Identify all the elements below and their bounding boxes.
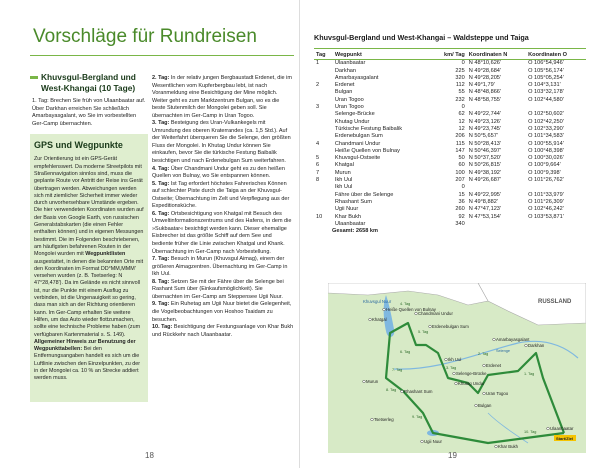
cell-koord-o: O 101°26,762' [528,177,564,184]
cell-tag: 3 [316,104,320,111]
cell-koord-o: O 102°33,290' [528,125,564,132]
cell-koord-o [526,184,586,191]
cell-koord-n: N 49°23,745' [468,125,501,132]
cell-tag [314,192,333,199]
cell-km: 100 [455,169,465,176]
map-place-label: Heiße Quellen von Bulnay [386,307,436,312]
map-place-dot [445,358,448,361]
day-label: 6. Tag: [152,210,170,217]
cell-koord-o: O 105°56,174' [528,67,564,74]
map-day-label: 3. Tag [446,366,457,370]
itinerary-day-paragraph: 2. Tag: In der relativ jungen Bergbaustadt Erdenet, die im Wesentlichen vom Kupferbergbau lebt, ist nach Voranmeldung eine Besichtigung der Mine möglich. Weiter geht es zum Marktzentrum Bulgan, wo es die beste Stutenmilch der Mongolei geben soll. Sie übernachten im Ger-Camp in Uran Togoo. [152,75,292,119]
cell-koord-n: N 50°26,815' [468,162,501,169]
cell-wegpunkt: Erdenet [334,82,355,89]
cell-koord-n: N 50°28,413' [468,140,501,147]
heading-bar-icon [30,76,38,79]
cell-koord-n: N 48°58,755' [468,96,501,103]
cell-km: 340 [455,220,465,227]
cell-wegpunkt: Heiße Quellen von Bulnay [334,147,400,154]
cell-koord-o: O 100°30,026' [528,155,564,162]
itinerary-text [152,75,294,339]
map-place-dot [415,312,418,315]
table-top-rule [314,48,586,49]
table-row [314,192,586,199]
cell-koord-o: O 106°54,946' [528,60,564,67]
cell-km: 36 [458,198,465,205]
cell-km: 0 [461,60,465,67]
gps-paragraph-1: Zur Orientierung ist ein GPS-Gerät empfehlenswert. Da moderne Streetpilots mit Straßennavigation sinnlos sind, muss die geplante Route vor Antritt der Reise ins Gerät übertragen werden. Abweichungen werden sich mit ziemlicher Sicherheit immer wieder durch unvorhersehbare Umstände ergeben. Die hier verwendeten Koordinaten wurden auf der Basis von Google Earth, von russischen Generalstabskarten (die einen Fehler enthalten können) und in eigenen Messungen bestimmt. [34,156,144,243]
day-label: 4. Tag: [152,165,170,172]
cell-km: 207 [455,177,465,184]
cell-wegpunkt: Chandmani Undur [334,140,381,147]
map-place-dot [363,380,366,383]
cell-wegpunkt: Ulaanbaatar [334,60,366,67]
map-day-label: 6. Tag [400,350,411,354]
cell-koord-n: N 49°26,687' [468,177,501,184]
sidebar-heading [30,72,148,94]
map-lake-label: Khuvsgul Nuur [363,299,392,304]
cell-tag: 5 [316,155,320,162]
table-header-row [314,52,586,60]
cell-koord-o: O 100°9,398' [528,169,561,176]
map-place-dot [429,325,432,328]
map-day-label: 8. Tag [386,388,397,392]
cell-tag [314,199,333,206]
day-label: 7. Tag: [152,256,170,263]
title-rule [30,55,294,56]
cell-koord-n: N 48°48,866' [468,89,501,96]
itinerary-day-paragraph: 9. Tag: Ein Ruhetag am Ugii Nuur bietet die Gelegenheit, die Vogelbeobachtungen von Hoshoo Tsaidam zu besuchen. [152,301,292,323]
itinerary-day-paragraph: 4. Tag: Über Chandmani Undur geht es zu den heißen Quellen von Bulnay, wo Sie entspannen können. [152,165,285,180]
cell-km: 55 [458,89,465,96]
map-place-label: Murun [366,379,379,384]
map-place-dot [475,404,478,407]
tour-sidebar [30,72,148,454]
cell-koord-o [526,221,586,228]
cell-koord-o: O 101°26,309' [528,198,564,205]
table-row [314,214,586,221]
col-koord-n: Koordinaten N [467,52,526,60]
cell-km: 232 [455,96,465,103]
cell-km: 260 [455,206,465,213]
cell-tag [314,89,333,96]
day-label: 9. Tag: [152,301,170,308]
cell-tag [314,97,333,104]
cell-koord-n: N 50°37,520' [468,155,501,162]
cell-tag: 7 [316,169,320,176]
table-row [314,133,586,140]
table-row [314,199,586,206]
cell-km: 12 [458,125,465,132]
gps-paragraph-2-bold: Wegpunktlisten [85,251,126,258]
cell-km: 320 [455,74,465,81]
map-place-label: Chandmani Undur [418,311,453,316]
cell-koord-o: O 101°33,979' [528,191,564,198]
cell-tag [314,111,333,118]
cell-koord-n [467,184,526,191]
table-row [314,155,586,162]
itinerary-day-paragraph: 7. Tag: Besuch in Murun (Khuvsgul Aimag), einem der größeren Aimagzentren. Übernachtung im Ger-Camp in Ikh Uul. [152,256,288,278]
route-map [328,283,586,453]
table-row [314,177,586,184]
cell-km: 0 [461,104,465,111]
map-country-label: RUSSLAND [538,299,572,305]
cell-tag [314,119,333,126]
cell-koord-o: O 100°55,914' [528,140,564,147]
map-place-dot [493,338,496,341]
itinerary-day-paragraph: 3. Tag: Besteigung des Uran-Vulkankegels mit Umrundung des oberen Kraterrandes (ca. 1,5 Std.). Auf der Weiterfahrt überqueren Sie die Selenge, den größten Fluss der Mongolei. In Khutag Undur können Sie einkaufen, bevor Sie die türkische Festung Baibalik besichtigen und nach Erdenebulgan Sum weiterfahren. [152,120,291,165]
col-km: km/ Tag [432,52,467,60]
map-place-label: Ugii Nuur [424,439,442,444]
cell-tag [314,206,333,213]
map-day-label: 10. Tag [524,430,537,434]
total-distance: Gesamt: 2658 km [332,228,379,235]
map-place-dot [547,427,550,430]
cell-koord-n: N 48°10,626' [468,60,501,67]
cell-tag [314,68,333,75]
table-row [314,97,586,104]
cell-koord-n: N 49°1,79' [468,82,495,89]
cell-km: 62 [458,111,465,118]
map-place-label: Darkhan [528,343,545,348]
cell-wegpunkt: Khutag Undur [334,118,370,125]
cell-wegpunkt: Ikh Uul [334,177,353,184]
map-place-label: Erdenet [486,363,502,368]
cell-wegpunkt: Uran Togoo [334,104,364,111]
cell-koord-o: O 102°46,242' [528,206,564,213]
table-row [314,111,586,118]
cell-koord-o: O 101°34,583' [528,133,564,140]
table-row [314,68,586,75]
col-koord-o: Koordinaten O [526,52,586,60]
map-place-label: Khutag Undur [458,381,485,386]
table-row [314,75,586,82]
map-place-dot [483,392,486,395]
day-label: 2. Tag: [152,75,170,81]
cell-koord-n: N 47°47,123' [468,206,501,213]
cell-tag: 4 [316,140,320,147]
page-title: Vorschläge für Rundreisen [33,26,257,47]
map-day-label: 7. Tag [392,368,403,372]
cell-koord-o: O 104°3,131' [528,82,561,89]
cell-koord-n: N 50°46,397' [468,147,501,154]
map-place-label: Rhashant Sum [404,389,433,394]
map-place-label: Khar Bukh [498,444,519,449]
cell-tag: 2 [316,82,320,89]
cell-km: 0 [461,184,465,191]
gps-paragraph-2b: ausgestattet, in denen die bekannten Orte mit den Koordinaten im Format DD°MM,MMM' versehen wurden (z. B. Tsetserleg: N 47°28,478'). Da im Gelände es nicht sinnvoll ist, nur die Punkte mit einem Ausflug zu verbinden, ist die Ungenauigkeit so gering, dass man sich an der Richtung orientieren kann. Im Ger-Camp erhalten Sie weitere Hilfen, um das Auto wieder flottzumachen, sollte eine technische Probleme haben (zum verfügbaren Kartenmaterial s. S. 149). [34,258,144,338]
map-place-dot [383,308,386,311]
cell-km: 115 [455,140,465,147]
cell-wegpunkt: Bulgan [334,89,353,96]
map-day-label: 5. Tag [418,330,429,334]
map-day-label: 9. Tag [412,415,423,419]
cell-koord-n: N 49°22,995' [468,191,501,198]
map-place-label: Uran Togoo [486,391,509,396]
map-day-label: 2. Tag [478,352,489,356]
cell-wegpunkt: Khuvsgul-Ostseite [334,155,381,162]
day1-text: 1. Tag: Brechen Sie früh von Ulaanbaatar auf. Über Darkhan erreichen Sie schließlich Amarbayasgalant, wo Sie im vorbestellten Ger-Camp übernachten. [32,98,146,127]
cell-tag [314,126,333,133]
map-river-label: Selenge [496,349,510,353]
map-place-dot [453,372,456,375]
cell-tag [314,75,333,82]
itinerary-day-paragraph: 8. Tag: Setzen Sie mit der Fähre über die Selenge bei Rashant Sum über (Einkaufsmöglichkeit). Sie übernachten im Ger-Camp am Steppensee Ugii Nuur. [152,278,284,300]
table-total-row [314,228,586,235]
cell-koord-o: O 102°44,580' [528,96,564,103]
cell-tag: 8 [316,177,320,184]
cell-wegpunkt: Erdenebulgan Sum [334,133,383,140]
gps-text [34,156,144,382]
map-place-label: Ulaanbaatar [550,426,574,431]
cell-wegpunkt: Khar Bukh [334,213,362,220]
cell-km: 225 [455,67,465,74]
map-place-label: Ikh Uul [448,357,462,362]
cell-koord-o: O 105°05,254' [528,74,564,81]
page-number-left: 18 [145,451,154,460]
cell-koord-n: N 49°38,192' [468,169,501,176]
itinerary-day-paragraph: 10. Tag: Besichtigung der Festungsanlage von Khar Bukh und Rückkehr nach Ulaanbaatar. [152,324,294,338]
map-place-dot [495,445,498,448]
table-row [314,119,586,126]
map-place-dot [369,318,372,321]
table-row [314,141,586,148]
cell-wegpunkt: Fähre über die Selenge [334,191,394,198]
table-row [314,184,586,191]
day-label: 5. Tag: [152,180,170,187]
cell-wegpunkt: Amarbayasgalant [334,74,379,81]
cell-koord-n [467,104,526,111]
cell-koord-n: N 49°8,882' [468,198,498,205]
cell-km: 92 [458,213,465,220]
cell-km: 60 [458,162,465,169]
table-row [314,170,586,177]
table-row [314,206,586,213]
col-wegpunkt: Wegpunkt [333,52,432,60]
table-row [314,126,586,133]
map-place-label: Erdenebulgan Sum [432,324,469,329]
page-number-right: 19 [448,451,457,460]
cell-koord-o: O 102°42,250' [528,118,564,125]
table-row [314,162,586,169]
map-place-label: Selenge-Brücke [456,371,487,376]
cell-koord-o: O 100°48,398' [528,147,564,154]
cell-km: 112 [455,82,465,89]
gps-title: GPS und Wegpunkte [34,140,123,151]
map-day-label: 4. Tag [400,302,411,306]
map-place-dot [455,382,458,385]
map-day-label: 1. Tag [524,372,535,376]
map-place-dot [525,344,528,347]
cell-koord-o: O 100°9,664' [528,162,561,169]
cell-tag: 10 [316,213,323,220]
right-page [300,0,600,468]
itinerary-day-paragraph: 6. Tag: Ortsbesichtigung von Khatgal mit Besuch des Umweltinformationszentrums und des Hafens, in dem die »Sukbaatar« besichtigt werden kann. Dieser ehemalige Eisbrecher ist das größte Schiff auf dem See und bediente früher die Linie zwischen Khatgal und Khank. Übernachtung im Ger-Camp nach Vorbestellung. [152,210,292,255]
table-row [314,148,586,155]
table-row [314,221,586,228]
cell-koord-n: N 47°53,154' [468,213,501,220]
gps-paragraph-3-bold: Allgemeiner Hinweis zur Benutzung der Wegpunkttabellen: [34,338,136,353]
cell-koord-n: N 49°28,684' [468,67,501,74]
day-label: 8. Tag: [152,278,170,285]
day-label: 10. Tag: [152,324,173,331]
cell-wegpunkt: Murun [334,169,351,176]
col-tag: Tag [314,52,333,60]
map-place-dot [421,440,424,443]
table-title: Khuvsgul-Bergland und West-Khangai – Waldsteppe und Taiga [314,33,529,42]
cell-km: 15 [458,191,465,198]
cell-wegpunkt: Uran Togoo [334,96,364,103]
cell-koord-n: N 49°22,744' [468,111,501,118]
cell-wegpunkt: Khatgal [334,162,354,169]
cell-koord-o: O 102°50,602' [528,111,564,118]
map-place-label: Tsetserleg [374,417,394,422]
gps-paragraph-3: Bei den Entfernungsangaben handelt es sich um die Luftlinie zwischen den Einzelpunkten, zu der in der Mongolei ca. 10 % an Strecke addiert werden muss. [34,346,141,382]
cell-tag [314,148,333,155]
gps-paragraph-2: Die im Folgenden beschriebenen, am häufigsten befahrenen Routen in der Mongolei wurden mit [34,236,140,258]
map-place-dot [401,390,404,393]
cell-wegpunkt: Selenge-Brücke [334,111,375,118]
cell-koord-n: N 49°28,205' [468,74,501,81]
cell-wegpunkt: Türkische Festung Baibalik [334,125,403,132]
cell-wegpunkt: Ulaanbaatar [334,220,366,227]
cell-km: 50 [458,155,465,162]
cell-km: 206 [455,133,465,140]
cell-wegpunkt: Darkhan [334,67,357,74]
waypoint-table [314,52,586,235]
cell-tag [314,133,333,140]
map-place-dot [483,364,486,367]
map-place-label: Khatgal [372,317,387,322]
sidebar-heading-text: Khuvsgul-Bergland und West-Khangai (10 Tage) [41,72,136,93]
cell-wegpunkt: Ugii Nuur [334,206,359,213]
cell-koord-n: N 49°23,126' [468,118,501,125]
table-row [314,104,586,111]
table-row [314,60,586,68]
cell-tag: 1 [316,60,320,67]
cell-km: 147 [455,147,465,154]
itinerary-day-paragraph: 5. Tag: Ist Tag erfordert höchstes Fahrerisches Können auf schlechter Piste durch die Taiga an der Khuvsgul-Ostseite; Übernachtung im Zelt und Verpflegung aus der Expeditionsküche. [152,180,290,210]
cell-wegpunkt: Ikh Uul [334,184,353,191]
day-label: 3. Tag: [152,120,170,127]
cell-koord-o [526,104,586,111]
cell-koord-n [467,221,526,228]
table-row [314,82,586,89]
cell-koord-n: N 50°5,657' [468,133,498,140]
table-row [314,89,586,96]
map-place-label: Amarbayasgalant [496,337,530,342]
cell-tag [314,184,333,191]
start-ziel-label: Start/Ziel [556,436,574,441]
cell-km: 12 [458,118,465,125]
cell-koord-o: O 103°32,178' [528,89,564,96]
cell-tag [314,221,333,228]
map-place-label: Bulgan [478,403,492,408]
cell-koord-o: O 103°53,871' [528,213,564,220]
cell-tag: 6 [316,162,320,169]
map-place-dot [371,418,374,421]
cell-wegpunkt: Rhashant Sum [334,198,372,205]
gps-infobox [30,134,148,402]
